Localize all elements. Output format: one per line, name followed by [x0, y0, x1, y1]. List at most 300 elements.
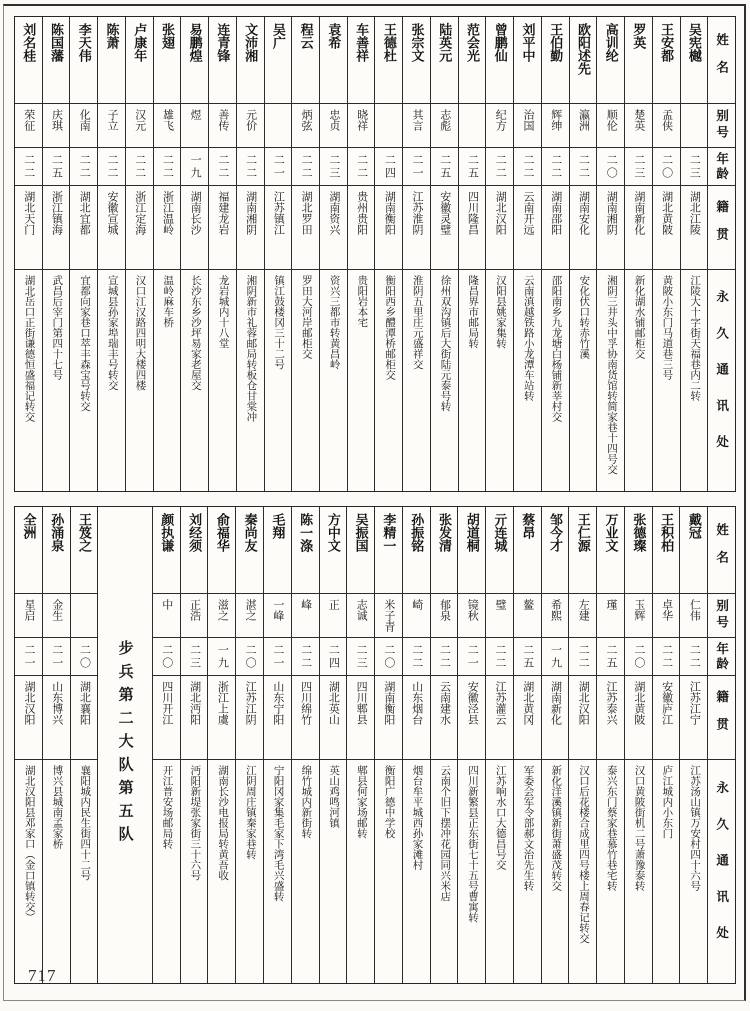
alias-cell: [431, 104, 458, 148]
header-label-text: 永久通讯处: [714, 289, 729, 472]
origin-text: 湖北黄陂: [660, 191, 673, 235]
name-cell: [514, 17, 541, 104]
name-text: 车善祥: [354, 23, 370, 62]
entry-column: [126, 17, 154, 491]
origin-text: 湖北汉阳: [494, 191, 507, 235]
origin-text: 安徽泾县: [466, 681, 479, 725]
origin-text: 四川绵竹: [299, 681, 312, 725]
name-cell: [597, 507, 624, 594]
header-label-age: [708, 638, 735, 676]
age-cell: [514, 148, 541, 186]
header-label-addr: [708, 270, 735, 491]
origin-cell: [237, 186, 264, 270]
address-cell: [320, 760, 347, 983]
alias-text: 善传: [216, 109, 229, 131]
name-cell: [486, 507, 513, 594]
alias-cell: [208, 594, 235, 638]
address-cell: [625, 760, 652, 983]
age-cell: [625, 148, 652, 186]
origin-text: 云南建水: [438, 681, 451, 725]
name-cell: [570, 17, 597, 104]
age-cell: [653, 148, 680, 186]
alias-cell: [209, 104, 236, 148]
origin-text: 江苏江阴: [244, 681, 257, 725]
alias-text: 纪方: [494, 109, 507, 131]
address-text: 烟台牟平城西孙家滩村: [411, 765, 423, 870]
alias-cell: [70, 104, 97, 148]
origin-text: 湖北汉阳: [22, 681, 35, 725]
origin-cell: [208, 676, 235, 760]
address-text: 江阴周庄镇秦家巷转: [244, 765, 256, 860]
name-cell: [98, 17, 125, 104]
age-cell: [320, 638, 347, 676]
entry-column: [570, 17, 598, 491]
alias-text: 鳌: [521, 599, 534, 610]
entry-column: [459, 17, 487, 491]
address-text: 淮阴五里庄元盛祥交: [411, 275, 423, 370]
origin-cell: [43, 186, 70, 270]
address-text: 江苏响水口大德昌号交: [494, 765, 506, 870]
address-text: 温岭麻车桥: [162, 275, 174, 328]
header-label-origin: [708, 676, 735, 760]
address-cell: [403, 760, 430, 983]
age-cell: [569, 638, 596, 676]
address-text: 汉口江汉路四明大楼四楼: [134, 275, 146, 391]
header-label-text: 籍贯: [714, 690, 729, 745]
header-column: [708, 507, 735, 983]
alias-cell: [153, 594, 180, 638]
address-cell: [431, 270, 458, 491]
unit-divider-column: [98, 507, 153, 983]
alias-cell: [236, 594, 263, 638]
address-cell: [431, 760, 458, 983]
address-cell: [236, 760, 263, 983]
name-text: 王笈之: [77, 513, 92, 552]
name-cell: [403, 17, 430, 104]
name-text: 陈萧: [104, 23, 120, 49]
address-text: 镇江鼓楼冈三十二号: [273, 275, 285, 370]
name-text: 卢康年: [132, 23, 148, 62]
entry-column: [43, 507, 71, 983]
address-cell: [569, 760, 596, 983]
alias-cell: [486, 104, 513, 148]
age-cell: [597, 148, 624, 186]
age-text: 二三: [355, 643, 368, 670]
name-cell: [458, 507, 485, 594]
address-cell: [486, 760, 513, 983]
entry-column: [431, 17, 459, 491]
name-cell: [348, 17, 375, 104]
address-text: 贵阳岩本宅: [356, 275, 368, 328]
name-text: 张发清: [436, 513, 452, 552]
entry-column: [486, 507, 514, 983]
name-text: 文沛湘: [243, 23, 259, 62]
origin-text: 湖北英山: [327, 681, 340, 725]
age-text: 二二: [494, 153, 507, 180]
alias-text: 正浩: [188, 599, 201, 621]
address-text: 资兴三都市转黄昌岭: [328, 275, 340, 370]
alias-text: 庆琪: [50, 109, 63, 131]
age-cell: [70, 148, 97, 186]
name-text: 范会光: [465, 23, 481, 62]
alias-cell: [265, 104, 292, 148]
alias-cell: [264, 594, 291, 638]
origin-cell: [98, 186, 125, 270]
alias-text: 其言: [411, 109, 424, 131]
age-text: 二二: [355, 153, 368, 180]
entry-column: [514, 507, 542, 983]
age-text: 二〇: [78, 643, 91, 670]
address-text: 江苏汤山镇万安村四十六号: [689, 765, 701, 891]
origin-text: 湖南资兴: [327, 191, 340, 235]
origin-cell: [348, 186, 375, 270]
age-cell: [292, 148, 319, 186]
name-text: 曾鹏仙: [492, 23, 508, 62]
origin-text: 湖北襄阳: [78, 681, 91, 725]
name-text: 王安都: [659, 23, 675, 62]
alias-cell: [292, 594, 319, 638]
name-cell: [264, 507, 291, 594]
origin-text: 湖北黄冈: [521, 681, 534, 725]
alias-cell: [320, 104, 347, 148]
name-cell: [43, 507, 70, 594]
age-cell: [625, 638, 652, 676]
origin-cell: [403, 676, 430, 760]
header-column: [708, 17, 735, 491]
age-text: 二二: [660, 643, 673, 670]
origin-text: 福建龙岩: [216, 191, 229, 235]
age-cell: [264, 638, 291, 676]
address-text: 罗田大河岸邮柜交: [300, 275, 312, 359]
header-label-text: 姓名: [714, 522, 729, 578]
alias-text: 郁泉: [438, 599, 451, 621]
origin-cell: [569, 676, 596, 760]
age-cell: [347, 638, 374, 676]
name-cell: [375, 17, 402, 104]
age-text: 二二: [300, 153, 313, 180]
name-text: 吴振国: [353, 513, 369, 552]
age-text: 二二: [438, 643, 451, 670]
age-cell: [208, 638, 235, 676]
alias-text: 卓华: [660, 599, 673, 621]
entry-column: [681, 17, 709, 491]
address-text: 云南滇越铁路小龙潭车站转: [522, 275, 534, 401]
alias-text: 汉元: [133, 109, 146, 131]
origin-text: 湖南邵阳: [549, 191, 562, 235]
address-cell: [15, 270, 42, 491]
address-text: 汉口黄陂街机二号萧豫泰转: [633, 765, 645, 891]
alias-cell: [458, 594, 485, 638]
alias-cell: [680, 594, 707, 638]
alias-cell: [403, 594, 430, 638]
alias-cell: [486, 594, 513, 638]
alias-text: 治国: [521, 109, 534, 131]
age-text: 二〇: [660, 153, 673, 180]
age-text: 二四: [327, 643, 340, 670]
entry-column: [431, 507, 459, 983]
age-text: 二〇: [632, 643, 645, 670]
origin-cell: [70, 186, 97, 270]
header-label-text: 年龄: [714, 151, 729, 182]
name-text: 颜执谦: [159, 513, 175, 552]
address-cell: [43, 760, 70, 983]
name-text: 俞福华: [214, 513, 230, 552]
name-text: 蔡昂: [520, 513, 536, 539]
header-label-text: 姓名: [714, 32, 729, 88]
age-text: 二〇: [382, 643, 395, 670]
age-cell: [209, 148, 236, 186]
name-cell: [431, 507, 458, 594]
origin-text: 浙江定海: [133, 191, 146, 235]
age-cell: [181, 638, 208, 676]
entry-column: [375, 17, 403, 491]
alias-text: 一峰: [271, 599, 284, 621]
name-cell: [625, 17, 652, 104]
age-cell: [43, 148, 70, 186]
origin-cell: [459, 186, 486, 270]
age-text: 二〇: [160, 643, 173, 670]
address-cell: [320, 270, 347, 491]
alias-cell: [653, 594, 680, 638]
name-text: 王德杜: [381, 23, 397, 62]
age-text: 二〇: [244, 643, 257, 670]
name-cell: [681, 17, 708, 104]
name-text: 戴冠: [686, 513, 702, 539]
name-cell: [569, 507, 596, 594]
age-cell: [653, 638, 680, 676]
alias-text: 正: [327, 599, 340, 610]
origin-cell: [264, 676, 291, 760]
entry-column: [403, 17, 431, 491]
origin-text: 湖南衡阳: [382, 681, 395, 725]
age-text: 二二: [521, 153, 534, 180]
address-cell: [347, 760, 374, 983]
name-cell: [486, 17, 513, 104]
entry-column: [458, 507, 486, 983]
entry-column: [265, 17, 293, 491]
name-text: 全洲: [21, 513, 37, 539]
age-text: 二二: [493, 643, 506, 670]
name-cell: [265, 17, 292, 104]
age-cell: [348, 148, 375, 186]
address-text: 泰兴东门蔡家巷慕竹巷宅转: [605, 765, 617, 891]
origin-cell: [542, 186, 569, 270]
name-text: 吴宪樾: [686, 23, 702, 62]
name-cell: [625, 507, 652, 594]
entry-column: [181, 17, 209, 491]
alias-text: 仁伟: [688, 599, 701, 621]
name-cell: [126, 17, 153, 104]
alias-text: 煜: [189, 109, 202, 120]
alias-cell: [320, 594, 347, 638]
header-label-age: [708, 148, 735, 186]
address-text: 安化伏口转赤竹溪: [578, 275, 590, 359]
alias-cell: [43, 594, 70, 638]
entry-column: [71, 507, 99, 983]
origin-text: 山东宁阳: [271, 681, 284, 725]
name-text: 张翅: [159, 23, 175, 49]
age-text: 二五: [605, 643, 618, 670]
address-cell: [570, 270, 597, 491]
origin-cell: [43, 676, 70, 760]
name-text: 易鹏煌: [187, 23, 203, 62]
alias-cell: [542, 104, 569, 148]
alias-text: 左建: [577, 599, 590, 621]
address-text: 长沙东乡沙坪易家老屋交: [189, 275, 201, 391]
alias-text: 中: [160, 599, 173, 610]
age-text: 二一: [466, 643, 479, 670]
name-cell: [514, 507, 541, 594]
origin-cell: [625, 186, 652, 270]
alias-cell: [43, 104, 70, 148]
address-text: 徐州双沟镇后大街陆元泰号转: [439, 275, 451, 412]
entry-column: [237, 17, 265, 491]
unit-divider-label: 步兵第二大队第五队: [116, 640, 133, 850]
address-text: 四川新繁县正东街七十五号曹寓转: [466, 765, 478, 923]
address-text: 江陵大十字街天福巷内二转: [689, 275, 701, 401]
origin-text: 湖北黄陂: [632, 681, 645, 725]
name-cell: [153, 507, 180, 594]
age-cell: [181, 148, 208, 186]
age-cell: [403, 638, 430, 676]
address-cell: [348, 270, 375, 491]
origin-text: 浙江温岭: [161, 191, 174, 235]
age-cell: [126, 148, 153, 186]
address-text: 宜都向家巷口萃丰森宝号转交: [78, 275, 90, 412]
origin-cell: [542, 676, 569, 760]
address-cell: [625, 270, 652, 491]
address-cell: [375, 760, 402, 983]
address-text: 开江普安场邮局转: [161, 765, 173, 849]
origin-text: 江苏镇江: [272, 191, 285, 235]
origin-cell: [126, 186, 153, 270]
origin-cell: [153, 676, 180, 760]
name-text: 袁希: [326, 23, 342, 49]
entry-column: [15, 17, 43, 491]
alias-text: 希熙: [549, 599, 562, 621]
age-text: 二二: [577, 643, 590, 670]
entry-column: [264, 507, 292, 983]
age-text: 二四: [383, 153, 396, 180]
name-text: 王积柏: [659, 513, 675, 552]
alias-text: 玉辉: [632, 599, 645, 621]
age-text: 一九: [549, 643, 562, 670]
name-text: 刘名桂: [21, 23, 37, 62]
origin-text: 湖北宜都: [78, 191, 91, 235]
origin-text: 湖南新化: [632, 191, 645, 235]
entry-column: [653, 507, 681, 983]
address-text: 武昌后宰门第四十七号: [51, 275, 63, 380]
address-cell: [98, 270, 125, 491]
origin-cell: [625, 676, 652, 760]
name-text: 高训纶: [603, 23, 619, 62]
origin-text: 湖北罗田: [300, 191, 313, 235]
address-cell: [514, 270, 541, 491]
name-text: 秦尚友: [242, 513, 258, 552]
page-number: 717: [28, 966, 57, 985]
address-text: 湖北汉阳县邓家口（金口镇转交）: [23, 765, 35, 923]
name-text: 张宗文: [409, 23, 425, 62]
entry-column: [597, 507, 625, 983]
address-cell: [292, 760, 319, 983]
name-text: 程云: [298, 23, 314, 49]
alias-text: 滋之: [216, 599, 229, 621]
address-cell: [459, 270, 486, 491]
header-label-text: 籍贯: [714, 200, 729, 255]
age-cell: [320, 148, 347, 186]
entry-column: [236, 507, 264, 983]
origin-cell: [15, 186, 42, 270]
alias-cell: [375, 594, 402, 638]
alias-text: 志彪: [438, 109, 451, 131]
alias-cell: [653, 104, 680, 148]
header-label-name: [708, 17, 735, 104]
name-text: 罗英: [631, 23, 647, 49]
entry-column: [154, 17, 182, 491]
entry-column: [70, 17, 98, 491]
entry-column: [486, 17, 514, 491]
origin-text: 湖北汉阳: [577, 681, 590, 725]
address-cell: [208, 760, 235, 983]
name-text: 陈一涤: [298, 513, 314, 552]
age-cell: [236, 638, 263, 676]
entry-column: [569, 507, 597, 983]
alias-text: 米子青: [382, 599, 395, 632]
origin-text: 山东博兴: [50, 681, 63, 725]
alias-cell: [126, 104, 153, 148]
age-cell: [375, 638, 402, 676]
alias-text: 顺伦: [605, 109, 618, 131]
alias-text: 湛之: [244, 599, 257, 621]
address-cell: [403, 270, 430, 491]
entry-column: [292, 17, 320, 491]
name-text: 连青锋: [215, 23, 231, 62]
name-cell: [154, 17, 181, 104]
name-cell: [209, 17, 236, 104]
entry-column: [181, 507, 209, 983]
age-text: 二〇: [605, 153, 618, 180]
address-text: 博兴县城南孟家桥: [51, 765, 63, 849]
alias-cell: [403, 104, 430, 148]
name-text: 李天伟: [76, 23, 92, 62]
origin-text: 云南开远: [521, 191, 534, 235]
entry-column: [15, 507, 43, 983]
origin-cell: [15, 676, 42, 760]
entry-column: [542, 17, 570, 491]
address-cell: [486, 270, 513, 491]
alias-cell: [681, 104, 708, 148]
alias-cell: [570, 104, 597, 148]
age-cell: [15, 638, 42, 676]
name-cell: [347, 507, 374, 594]
header-label-addr: [708, 760, 735, 983]
alias-cell: [15, 594, 42, 638]
alias-text: 元价: [244, 109, 257, 131]
address-cell: [181, 270, 208, 491]
entry-column: [208, 507, 236, 983]
name-cell: [70, 17, 97, 104]
alias-text: 楚英: [632, 109, 645, 131]
origin-cell: [181, 186, 208, 270]
address-text: 衡阳西乡醴潭桥邮柜交: [384, 275, 396, 380]
address-text: 郫县何家场邮转: [355, 765, 367, 839]
alias-cell: [459, 104, 486, 148]
alias-cell: [347, 594, 374, 638]
age-text: 二二: [78, 153, 91, 180]
origin-cell: [486, 186, 513, 270]
age-cell: [681, 148, 708, 186]
address-cell: [265, 270, 292, 491]
